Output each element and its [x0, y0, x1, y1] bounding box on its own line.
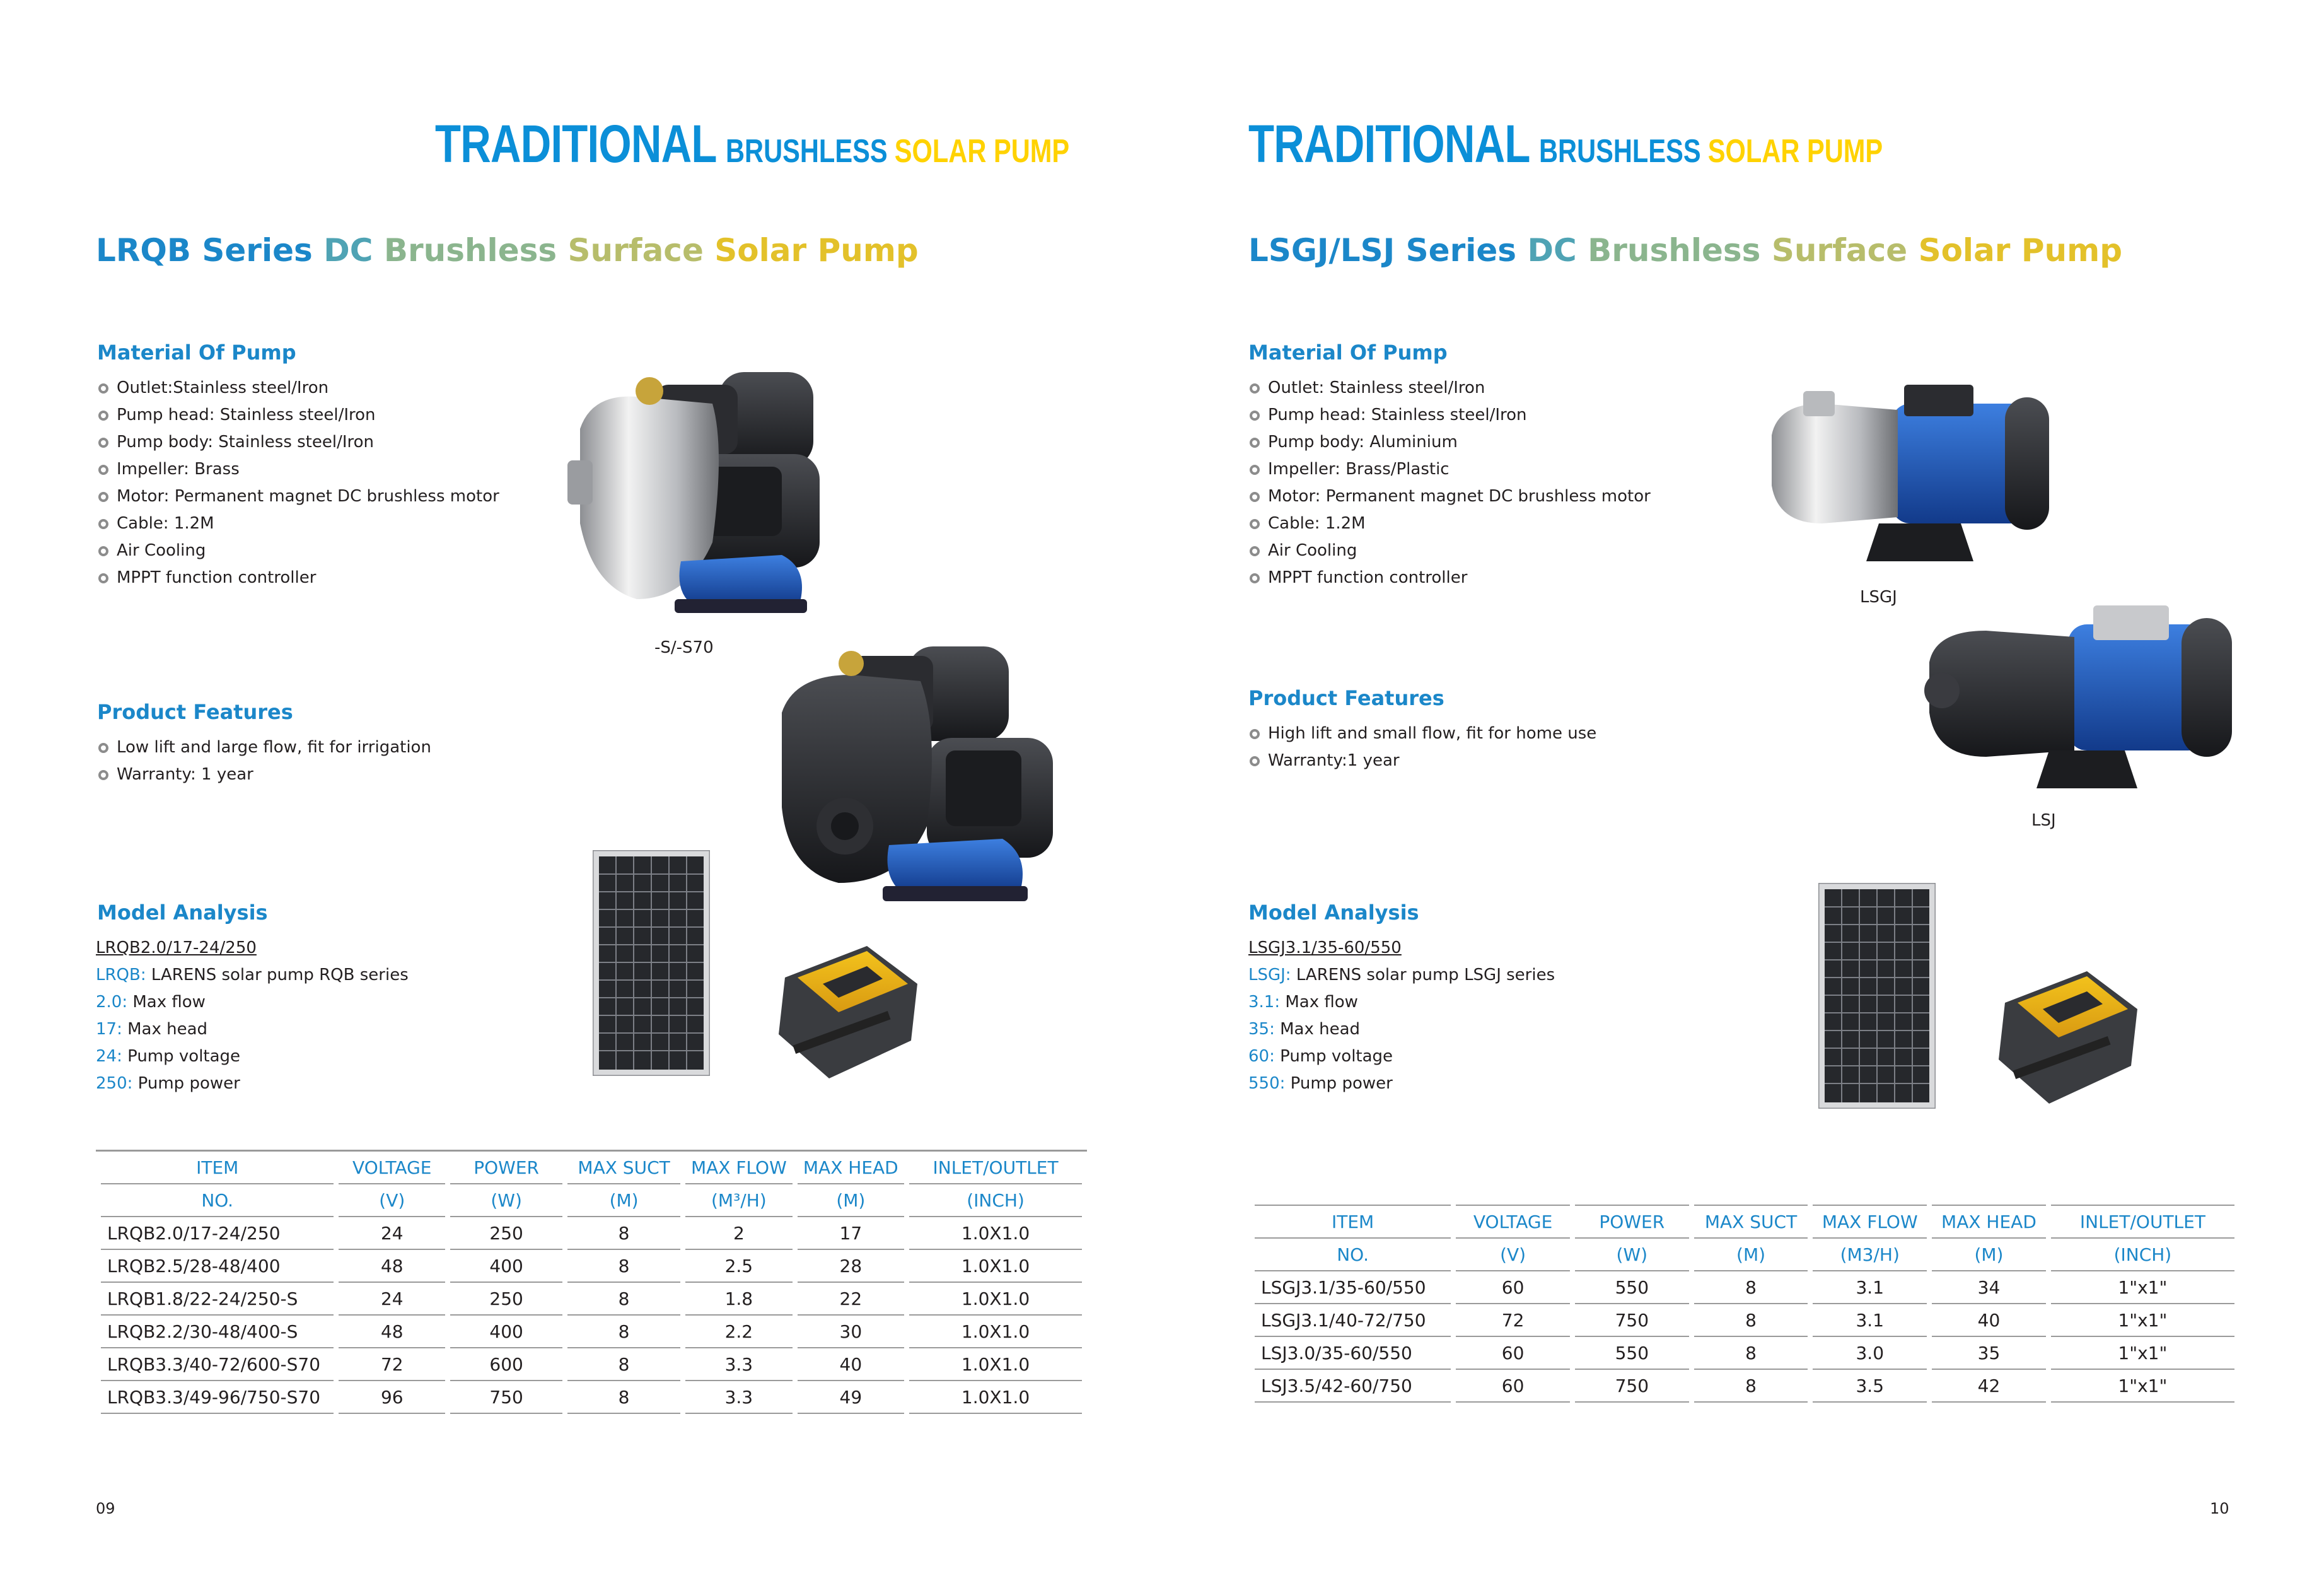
banner-word-brushless: BRUSHLESS — [1539, 133, 1701, 170]
model-code: LSGJ3.1/35-60/550 — [1248, 938, 1402, 957]
table-row: LRQB2.2/30-48/400-S 48 400 8 2.2 30 1.0X1.0 — [101, 1316, 1082, 1348]
banner-word-solar-pump: SOLAR PUMP — [1707, 133, 1883, 170]
banner-word-traditional: TRADITIONAL — [435, 114, 717, 173]
bullet-icon — [1250, 438, 1260, 448]
left-material-heading: Material Of Pump — [97, 341, 296, 365]
left-banner — [435, 114, 1069, 175]
bullet-icon — [1250, 465, 1260, 475]
model-row: 17: Max head — [96, 1020, 208, 1039]
right-features-heading: Product Features — [1248, 686, 1444, 710]
list-item: MPPT function controller — [98, 564, 499, 592]
model-row: 2.0: Max flow — [96, 993, 206, 1012]
series-word-brushless: Brushless — [1588, 232, 1761, 269]
list-item: Motor: Permanent magnet DC brushless motor — [98, 483, 499, 510]
bullet-icon — [1250, 411, 1260, 421]
bullet-icon — [1250, 573, 1260, 583]
model-row: LSGJ: LARENS solar pump LSGJ series — [1248, 966, 1555, 984]
series-word-brushless: Brushless — [383, 232, 557, 269]
table-row: LSGJ3.1/35-60/550 60 550 8 3.1 34 1"x1" — [1255, 1271, 2234, 1304]
right-spec-table — [1250, 1205, 2240, 1403]
bullet-icon — [98, 411, 108, 421]
list-item: Pump head: Stainless steel/Iron — [98, 402, 499, 429]
list-item: Pump head: Stainless steel/Iron — [1250, 402, 1651, 429]
table-header-row: ITEM VOLTAGE POWER MAX SUCT MAX FLOW MAX HEAD INLET/OUTLET — [101, 1152, 1082, 1184]
series-word-surface: Surface — [1771, 232, 1908, 269]
table-unit-row: NO. (V) (W) (M) (M³/H) (M) (INCH) — [101, 1184, 1082, 1217]
bullet-icon — [1250, 546, 1260, 556]
bullet-icon — [98, 492, 108, 502]
series-word-dc: DC — [323, 232, 373, 269]
left-solar-panel-image — [593, 850, 710, 1076]
table-row: LSGJ3.1/40-72/750 72 750 8 3.1 40 1"x1" — [1255, 1304, 2234, 1337]
left-model-heading: Model Analysis — [97, 901, 268, 925]
left-series-title — [96, 232, 919, 269]
bullet-icon — [1250, 729, 1260, 739]
list-item: Air Cooling — [1250, 537, 1651, 564]
list-item: High lift and small flow, fit for home use — [1250, 720, 1596, 747]
list-item: Air Cooling — [98, 537, 499, 564]
model-row: 60: Pump voltage — [1248, 1047, 1393, 1066]
black-pump-image — [757, 637, 1059, 914]
lsgj-pump-image — [1753, 378, 2055, 568]
left-model-analysis — [96, 935, 409, 1097]
bullet-icon — [98, 465, 108, 475]
bullet-icon — [98, 383, 108, 394]
bullet-icon — [1250, 492, 1260, 502]
right-material-list — [1250, 375, 1651, 592]
bullet-icon — [98, 519, 108, 529]
bullet-icon — [98, 573, 108, 583]
right-series-title — [1248, 232, 2122, 269]
series-word-surface: Surface — [567, 232, 704, 269]
stainless-pump-image — [555, 359, 845, 624]
list-item: Outlet:Stainless steel/Iron — [98, 375, 499, 402]
series-name: LRQB Series — [96, 232, 313, 269]
series-word-solar-pump: Solar Pump — [1918, 232, 2122, 269]
list-item: MPPT function controller — [1250, 564, 1651, 592]
right-banner — [1248, 114, 1883, 175]
right-controller-image — [1992, 965, 2144, 1110]
right-page-number: 10 — [2210, 1500, 2229, 1517]
left-features-list — [98, 734, 431, 788]
left-page-number: 09 — [96, 1500, 115, 1517]
left-material-list — [98, 375, 499, 592]
model-code: LRQB2.0/17-24/250 — [96, 938, 257, 957]
right-solar-panel-image — [1818, 883, 1936, 1109]
list-item: Pump body: Aluminium — [1250, 429, 1651, 456]
list-item: Outlet: Stainless steel/Iron — [1250, 375, 1651, 402]
banner-word-solar-pump: SOLAR PUMP — [894, 133, 1070, 170]
table-header-row: ITEM VOLTAGE POWER MAX SUCT MAX FLOW MAX HEAD INLET/OUTLET — [1255, 1205, 2234, 1239]
model-row: 550: Pump power — [1248, 1074, 1393, 1093]
right-features-list — [1250, 720, 1596, 774]
banner-word-brushless: BRUSHLESS — [726, 133, 888, 170]
bullet-icon — [1250, 756, 1260, 766]
series-word-dc: DC — [1527, 232, 1577, 269]
bullet-icon — [1250, 383, 1260, 394]
lsj-caption: LSJ — [2031, 811, 2056, 830]
list-item: Impeller: Brass/Plastic — [1250, 456, 1651, 483]
model-row: 24: Pump voltage — [96, 1047, 241, 1066]
right-model-heading: Model Analysis — [1248, 901, 1419, 925]
series-word-solar-pump: Solar Pump — [714, 232, 919, 269]
list-item: Warranty: 1 year — [98, 761, 431, 788]
table-unit-row: NO. (V) (W) (M) (M3/H) (M) (INCH) — [1255, 1239, 2234, 1271]
table-row: LSJ3.5/42-60/750 60 750 8 3.5 42 1"x1" — [1255, 1370, 2234, 1403]
bullet-icon — [98, 546, 108, 556]
right-model-analysis — [1248, 935, 1555, 1097]
table-row: LRQB3.3/40-72/600-S70 72 600 8 3.3 40 1.0X1.0 — [101, 1348, 1082, 1381]
table-row: LSJ3.0/35-60/550 60 550 8 3.0 35 1"x1" — [1255, 1337, 2234, 1370]
bullet-icon — [98, 743, 108, 753]
banner-word-traditional: TRADITIONAL — [1248, 114, 1530, 173]
model-row: 3.1: Max flow — [1248, 993, 1358, 1012]
list-item: Motor: Permanent magnet DC brushless motor — [1250, 483, 1651, 510]
table-row: LRQB2.5/28-48/400 48 400 8 2.5 28 1.0X1.0 — [101, 1250, 1082, 1283]
lsj-pump-image — [1917, 599, 2245, 801]
list-item: Cable: 1.2M — [98, 510, 499, 537]
list-item: Impeller: Brass — [98, 456, 499, 483]
model-row: 35: Max head — [1248, 1020, 1361, 1039]
table-row: LRQB2.0/17-24/250 24 250 8 2 17 1.0X1.0 — [101, 1217, 1082, 1250]
list-item: Warranty:1 year — [1250, 747, 1596, 774]
left-spec-table — [96, 1152, 1087, 1414]
list-item: Pump body: Stainless steel/Iron — [98, 429, 499, 456]
left-controller-image — [772, 940, 924, 1085]
bullet-icon — [98, 438, 108, 448]
bullet-icon — [98, 770, 108, 780]
list-item: Low lift and large flow, fit for irrigation — [98, 734, 431, 761]
stainless-pump-caption: -S/-S70 — [654, 638, 714, 657]
right-material-heading: Material Of Pump — [1248, 341, 1448, 365]
series-name: LSGJ/LSJ Series — [1248, 232, 1517, 269]
lsgj-caption: LSGJ — [1860, 588, 1897, 607]
model-row: 250: Pump power — [96, 1074, 240, 1093]
bullet-icon — [1250, 519, 1260, 529]
model-row: LRQB: LARENS solar pump RQB series — [96, 966, 409, 984]
left-features-heading: Product Features — [97, 700, 293, 724]
table-row: LRQB1.8/22-24/250-S 24 250 8 1.8 22 1.0X1.0 — [101, 1283, 1082, 1316]
list-item: Cable: 1.2M — [1250, 510, 1651, 537]
table-row: LRQB3.3/49-96/750-S70 96 750 8 3.3 49 1.0X1.0 — [101, 1381, 1082, 1414]
